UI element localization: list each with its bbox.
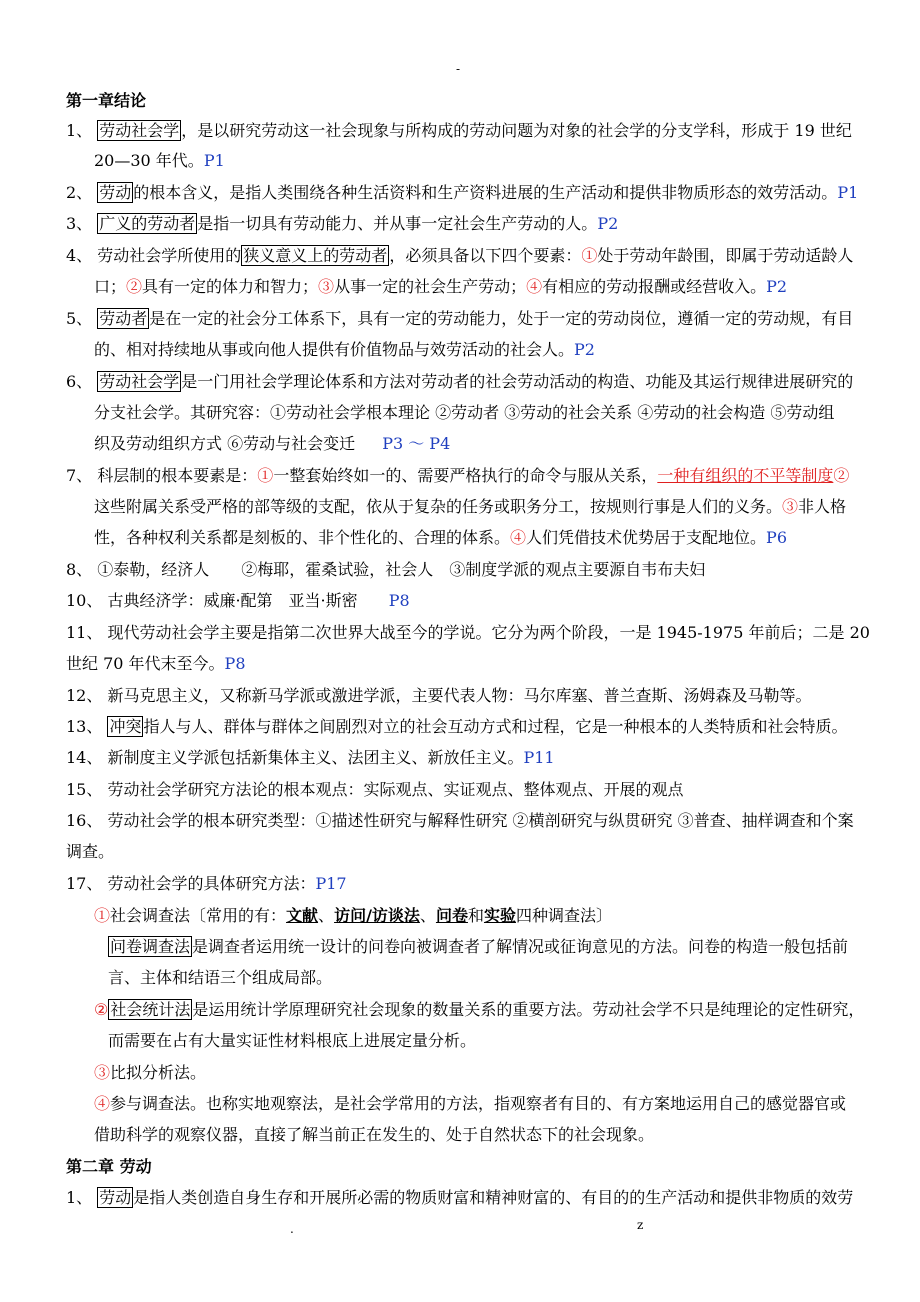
- item-text: 20—30 年代。: [94, 151, 204, 170]
- item-text: 科层制的根本要素是：: [97, 466, 258, 485]
- item-4-cont: [94, 274, 787, 297]
- item-11: [66, 620, 870, 643]
- item-7-cont: [94, 494, 846, 517]
- item-text: 性，各种权利关系都是刻板的、非个性化的、合理的体系。: [94, 528, 511, 547]
- item-4: [66, 243, 853, 266]
- page-ref: P11: [523, 748, 555, 767]
- chapter-1-title: 第一章结论: [66, 91, 147, 110]
- footer-left-mark: .: [290, 1222, 294, 1236]
- ch2-item-1: [66, 1185, 853, 1208]
- method-1: [94, 903, 612, 926]
- item-6-cont: 分支社会学。其研究容：①劳动社会学根本理论 ②劳动者 ③劳动的社会关系 ④劳动的社会构造 ⑤劳动组: [94, 403, 835, 422]
- separator: 、: [318, 906, 335, 925]
- item-text: ，是以研究劳动这一社会现象与所构成的劳动问题为对象的社会学的分支学科，形成于 19 世纪: [181, 121, 852, 140]
- circled-number: ①: [257, 466, 274, 485]
- method-2-cont: 而需要在占有大量实证性材料根底上进展定量分析。: [108, 1031, 477, 1050]
- method-keyword: 实验: [483, 906, 516, 925]
- item-text: 是调查者运用统一设计的问卷向被调查者了解情况或征询意见的方法。问卷的构造一般包括前: [192, 937, 849, 956]
- circled-number: ②: [126, 277, 143, 296]
- item-6: [66, 369, 853, 392]
- term-box: 问卷调查法: [110, 937, 191, 956]
- item-text: ①泰勒，经济人 ②梅耶，霍桑试验，社会人 ③制度学派的观点主要源自韦布夫妇: [97, 560, 706, 579]
- term-box: 广义的劳动者: [99, 214, 196, 233]
- item-number: 14、: [66, 748, 103, 767]
- term-box: 冲突: [109, 717, 142, 736]
- method-4-cont: 借助科学的观察仪器，直接了解当前正在发生的、处于自然状态下的社会现象。: [94, 1125, 655, 1144]
- term-box: 社会统计法: [110, 1000, 191, 1019]
- item-text: 世纪 70 年代末至今。: [66, 654, 225, 673]
- chapter-2-title: 第二章 劳动: [66, 1157, 152, 1176]
- item-text: 新马克思主义，又称新马学派或激进学派，主要代表人物：马尔库塞、普兰查斯、汤姆森及马勒等。: [107, 686, 812, 705]
- item-text: 是指人类创造自身生存和开展所必需的物质财富和精神财富的、有目的的生产活动和提供非物质的效劳: [133, 1188, 854, 1207]
- item-number: 4、: [66, 246, 93, 265]
- item-number: 6、: [66, 372, 93, 391]
- circled-number: ②: [833, 466, 850, 485]
- circled-number: ④: [94, 1094, 111, 1113]
- item-13: [66, 714, 848, 737]
- item-11-cont: [66, 651, 246, 674]
- item-text: 的根本含义，是指人类围绕各种生活资料和生产资料进展的生产活动和提供非物质形态的效劳活动。: [133, 183, 838, 202]
- page-ref: P6: [766, 528, 787, 547]
- item-text: 处于劳动年龄围，即属于劳动适龄人: [597, 246, 854, 265]
- item-text: 口；: [94, 277, 127, 296]
- item-number: 15、: [66, 780, 103, 799]
- item-text: 是指一切具有劳动能力、并从事一定社会生产劳动的人。: [197, 214, 598, 233]
- item-text: 参与调查法。也称实地观察法，是社会学常用的方法，指观察者有目的、有方案地运用自己的感觉器官或: [110, 1094, 847, 1113]
- method-1-detail-cont: 言、主体和结语三个组成局部。: [108, 968, 333, 987]
- footer-right-mark: z: [637, 1218, 644, 1232]
- circled-number: ④: [510, 528, 527, 547]
- item-16-cont: 调查。: [66, 842, 115, 861]
- page-ref: P8: [388, 591, 410, 610]
- item-text: 现代劳动社会学主要是指第二次世界大战至今的学说。它分为两个阶段，一是 1945-1975 年前后；二是 20: [107, 623, 870, 642]
- item-text: 这些附属关系受严格的部等级的支配，依从于复杂的任务或职务分工，按规则行事是人们的义务。: [94, 497, 783, 516]
- item-3: [66, 211, 618, 234]
- item-number: 11、: [66, 623, 103, 642]
- separator: 、: [419, 906, 436, 925]
- item-1: [66, 118, 852, 141]
- item-number: 7、: [66, 466, 93, 485]
- term-box: 劳动社会学: [99, 372, 180, 391]
- item-text: 是运用统计学原理研究社会现象的数量关系的重要方法。劳动社会学不只是纯理论的定性研究，: [192, 1000, 865, 1019]
- circled-number: ①: [94, 906, 111, 925]
- item-text: 的、相对持续地从事或向他人提供有价值物品与效劳活动的社会人。: [94, 340, 575, 359]
- item-text: 古典经济学：威廉·配第 亚当·斯密: [107, 591, 358, 610]
- method-2: [94, 997, 864, 1020]
- item-text: ，必须具备以下四个要素：: [389, 246, 582, 265]
- item-15: [66, 777, 683, 800]
- term-box: 劳动: [99, 183, 132, 202]
- method-keyword: 访问/访谈法: [334, 906, 420, 925]
- item-text: 具有一定的体力和智力；: [142, 277, 319, 296]
- item-number: 10、: [66, 591, 103, 610]
- circled-number: ②: [94, 1000, 109, 1019]
- item-text: 指人与人、群体与群体之间剧烈对立的社会互动方式和过程，它是一种根本的人类特质和社会特质。: [143, 717, 848, 736]
- item-number: 17、: [66, 874, 103, 893]
- item-number: 5、: [66, 309, 93, 328]
- item-number: 2、: [66, 183, 93, 202]
- highlighted-phrase: 一种有组织的不平等制度: [657, 466, 834, 485]
- page-ref: P2: [766, 277, 788, 296]
- circled-number: ③: [94, 1063, 111, 1082]
- item-number: 1、: [66, 1188, 93, 1207]
- item-number: 8、: [66, 560, 93, 579]
- page-ref: P2: [574, 340, 595, 359]
- item-text: 有相应的劳动报酬或经营收入。: [542, 277, 767, 296]
- item-text: 劳动社会学的具体研究方法：: [107, 874, 316, 893]
- page-ref: P17: [315, 874, 347, 893]
- item-5-cont: [94, 337, 595, 360]
- item-10: [66, 588, 410, 611]
- page-ref: P2: [597, 214, 619, 233]
- item-number: 13、: [66, 717, 103, 736]
- term-box: 劳动: [99, 1188, 132, 1207]
- item-number: 16、: [66, 811, 103, 830]
- item-text: 劳动社会学所使用的: [97, 246, 242, 265]
- item-7: [66, 463, 849, 486]
- item-text: 是一门用社会学理论体系和方法对劳动者的社会劳动活动的构造、功能及其运行规律进展研究的: [181, 372, 854, 391]
- item-5: [66, 306, 853, 329]
- item-8: [66, 557, 705, 580]
- item-text: 劳动社会学的根本研究类型：①描述性研究与解释性研究 ②横剖研究与纵贯研究 ③普查、抽样调查和个案: [107, 811, 854, 830]
- item-6-cont2: [94, 431, 450, 454]
- method-4: [94, 1091, 846, 1114]
- header-mark: -: [456, 62, 461, 76]
- item-16: [66, 808, 854, 831]
- page-ref: P3 ～ P4: [382, 434, 451, 453]
- term-box: 劳动社会学: [99, 121, 180, 140]
- item-text: 织及劳动组织方式 ⑥劳动与社会变迁: [94, 434, 356, 453]
- method-keyword: 文献: [286, 906, 319, 925]
- item-text: 非人格: [798, 497, 847, 516]
- item-text: 新制度主义学派包括新集体主义、法团主义、新放任主义。: [107, 748, 524, 767]
- item-number: 1、: [66, 121, 93, 140]
- item-2: [66, 180, 858, 203]
- method-3: [94, 1060, 206, 1083]
- item-12: [66, 683, 811, 706]
- item-1-cont: [94, 148, 225, 171]
- item-text: 四种调查法〕: [515, 906, 612, 925]
- page-ref: P1: [837, 183, 859, 202]
- item-14: [66, 745, 555, 768]
- circled-number: ③: [782, 497, 799, 516]
- item-text: 是在一定的社会分工体系下，具有一定的劳动能力，处于一定的劳动岗位，遵循一定的劳动规，有目: [149, 309, 854, 328]
- item-text: 比拟分析法。: [110, 1063, 207, 1082]
- item-text: 人们凭借技术优势居于支配地位。: [526, 528, 767, 547]
- term-box: 劳动者: [99, 309, 148, 328]
- item-text: 劳动社会学研究方法论的根本观点：实际观点、实证观点、整体观点、开展的观点: [107, 780, 684, 799]
- page-ref: P1: [203, 151, 225, 170]
- item-7-cont2: [94, 525, 787, 548]
- separator: 和: [467, 906, 484, 925]
- term-box: 狭义意义上的劳动者: [243, 246, 388, 265]
- circled-number: ③: [318, 277, 335, 296]
- circled-number: ①: [581, 246, 598, 265]
- method-1-detail: [108, 934, 848, 957]
- method-keyword: 问卷: [435, 906, 468, 925]
- item-text: 从事一定的社会生产劳动；: [334, 277, 527, 296]
- item-17: [66, 871, 347, 894]
- item-text: 一整套始终如一的、需要严格执行的命令与服从关系，: [273, 466, 658, 485]
- item-text: 社会调查法〔常用的有：: [110, 906, 287, 925]
- circled-number: ④: [526, 277, 543, 296]
- item-number: 3、: [66, 214, 93, 233]
- page-ref: P8: [224, 654, 246, 673]
- item-number: 12、: [66, 686, 103, 705]
